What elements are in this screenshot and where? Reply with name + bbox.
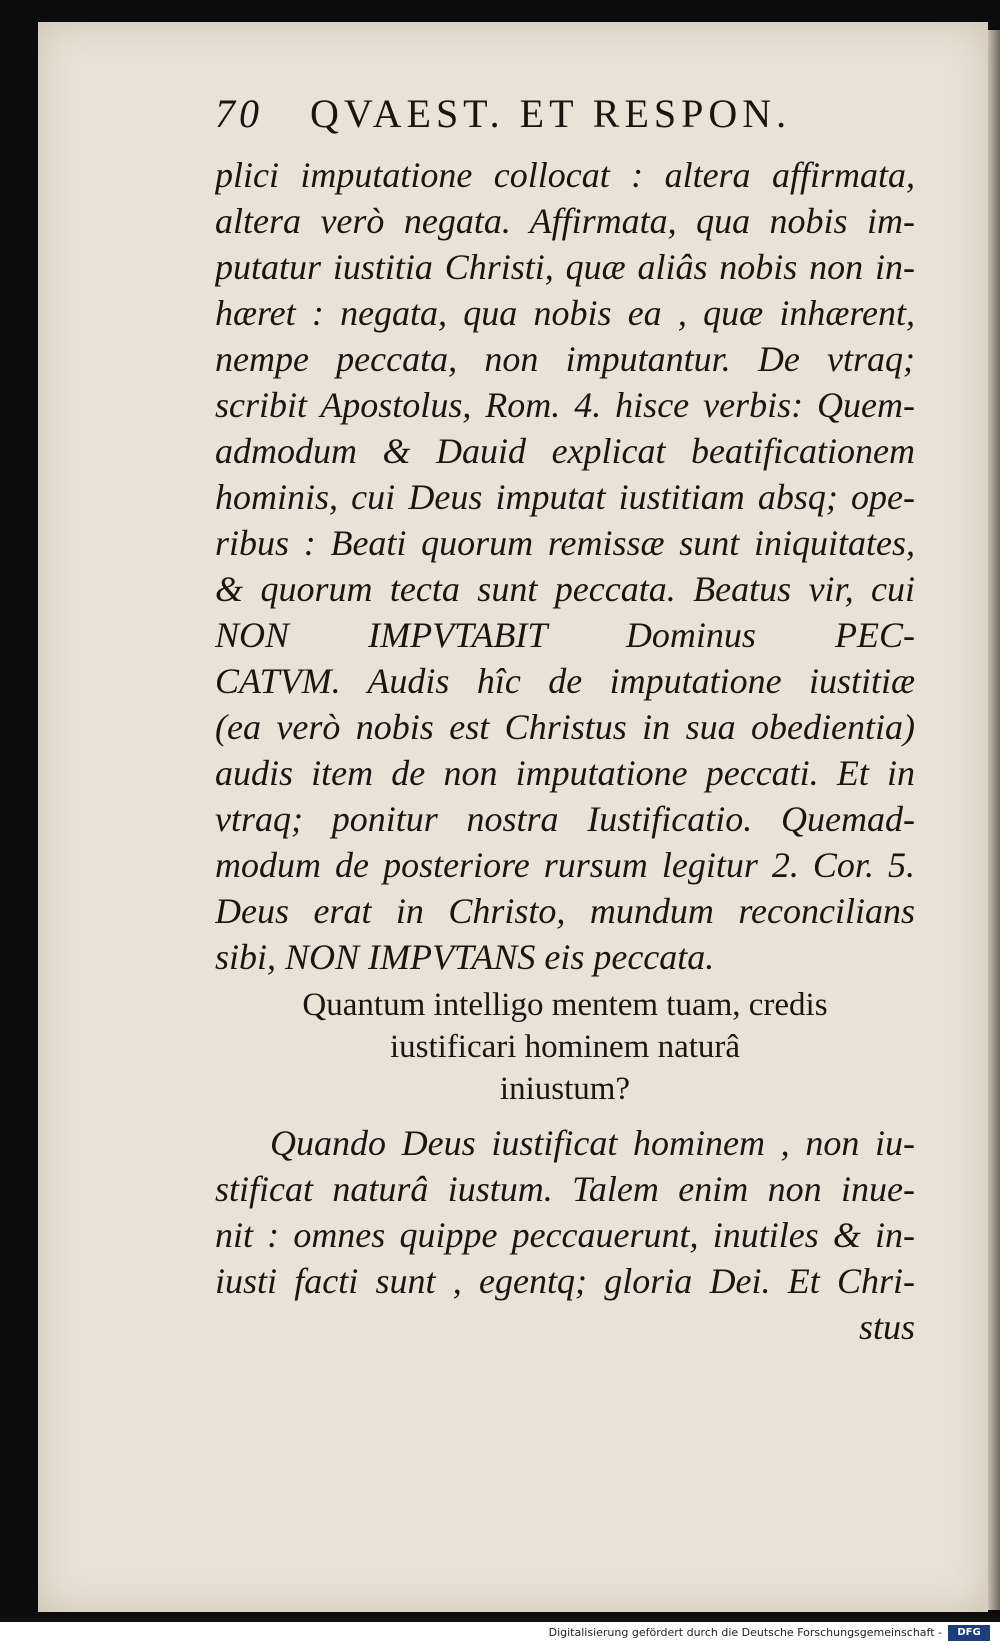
body-line: plici imputatione collocat : altera affirmata, <box>215 155 915 195</box>
dfg-logo: DFG <box>948 1625 990 1641</box>
body-line: hæret : negata, qua nobis ea , quæ inhærent, <box>215 293 915 333</box>
body-line: admodum & Dauid explicat beatificationem <box>215 431 915 471</box>
body-line: putatur iustitia Christi, quæ aliâs nobis non in- <box>215 247 915 287</box>
body-paragraph <box>215 152 915 980</box>
body-line: (ea verò nobis est Christus in sua obedientia) <box>215 707 915 747</box>
body-line: modum de posteriore rursum legitur 2. Cor. 5. <box>215 845 915 885</box>
question-line: Quantum intelligo mentem tuam, credis <box>302 987 828 1023</box>
body-line: nempe peccata, non imputantur. De vtraq; <box>215 339 915 379</box>
body-line: & quorum tecta sunt peccata. Beatus vir, cui <box>215 569 915 609</box>
body-line: Deus erat in Christo, mundum reconcilians <box>215 891 915 931</box>
page-number: 70 <box>215 91 263 136</box>
text-block <box>215 90 915 1350</box>
footer-credit: Digitalisierung gefördert durch die Deutsche Forschungsgemeinschaft - <box>548 1626 942 1639</box>
digitization-footer <box>0 1622 1000 1645</box>
body-line: sibi, NON IMPVTANS eis peccata. <box>215 937 715 977</box>
running-head <box>215 90 915 150</box>
answer-paragraph <box>215 1120 915 1350</box>
body-line: vtraq; ponitur nostra Iustificatio. Quemad- <box>215 799 915 839</box>
body-line: ribus : Beati quorum remissæ sunt iniquitates, <box>215 523 915 563</box>
body-line: CATVM. Audis hîc de imputatione iustitiæ <box>215 661 915 701</box>
catchword: stus <box>858 1307 915 1347</box>
body-line: audis item de non imputatione peccati. Et in <box>215 753 915 793</box>
question-heading <box>215 984 915 1110</box>
body-line: hominis, cui Deus imputat iustitiam absq; ope- <box>215 477 915 517</box>
answer-line: iusti facti sunt , egentq; gloria Dei. Et Chri- <box>215 1261 915 1301</box>
body-line: scribit Apostolus, Rom. 4. hisce verbis: Quem- <box>215 385 915 425</box>
question-line: iniustum? <box>499 1071 631 1107</box>
body-line: NON IMPVTABIT Dominus PEC- <box>215 615 915 655</box>
answer-line: nit : omnes quippe peccauerunt, inutiles & in- <box>215 1215 915 1255</box>
answer-line: Quando Deus iustificat hominem , non iu- <box>270 1123 915 1163</box>
body-line: altera verò negata. Affirmata, qua nobis im- <box>215 201 915 241</box>
question-line: iustificari hominem naturâ <box>389 1029 741 1065</box>
running-head-title: QVAEST. ET RESPON. <box>310 91 792 136</box>
answer-line: stificat naturâ iustum. Talem enim non inue- <box>215 1169 915 1209</box>
